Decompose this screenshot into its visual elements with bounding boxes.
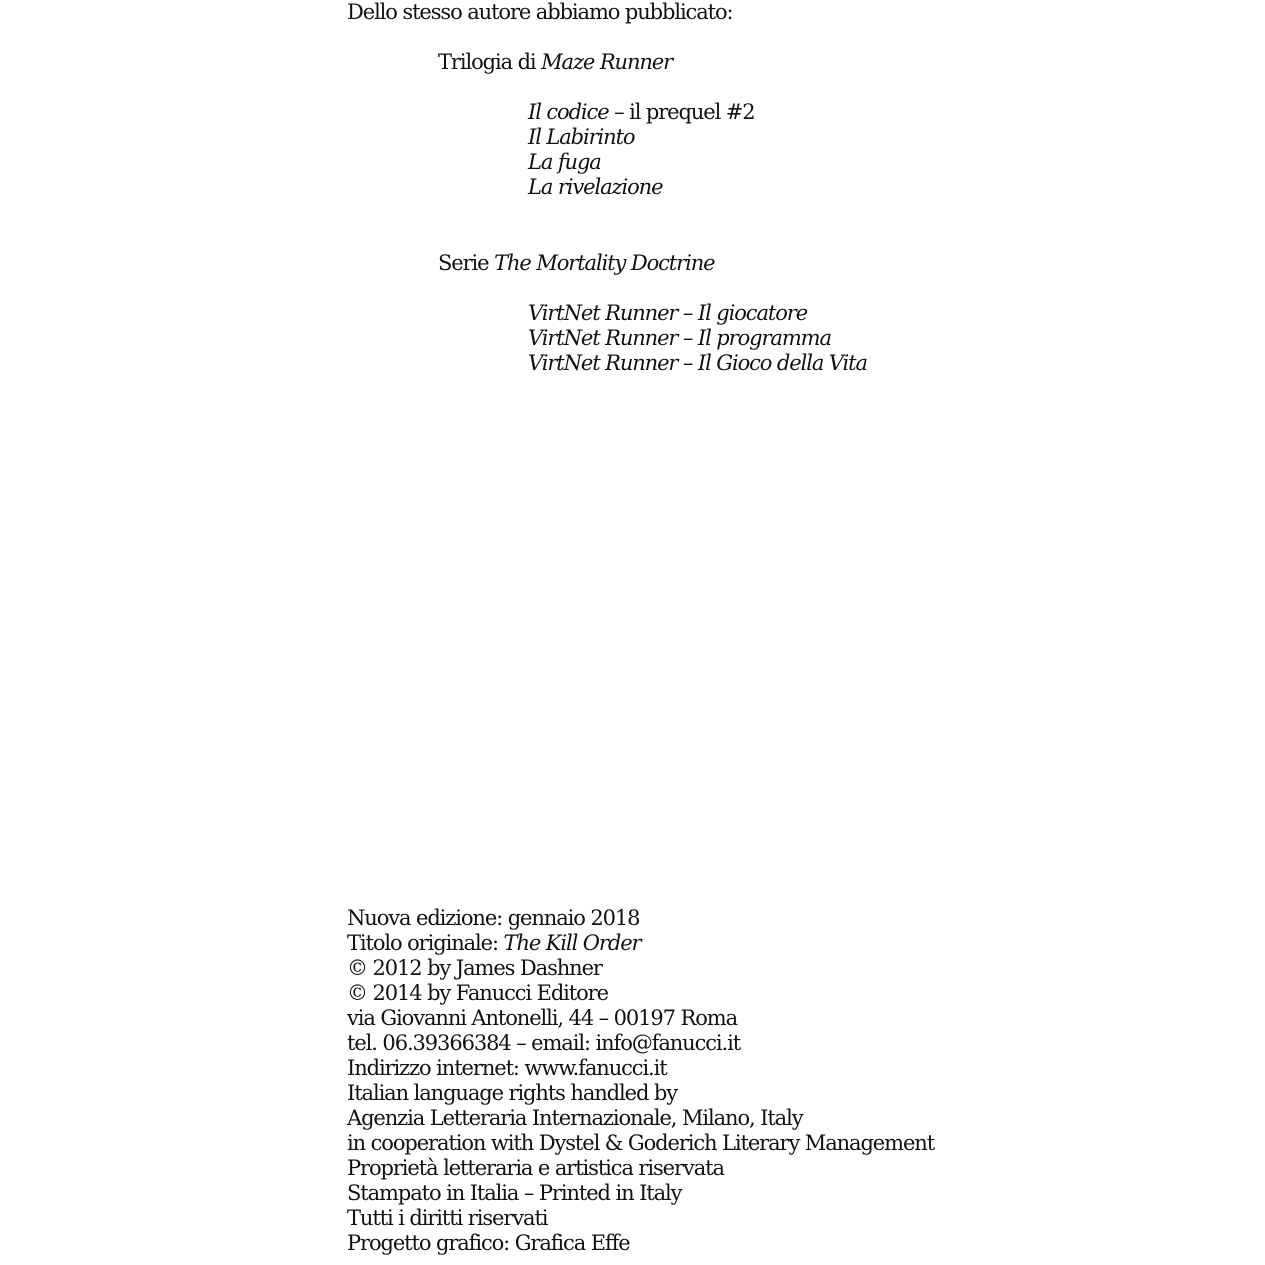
- original-title-label: Titolo originale:: [347, 931, 498, 955]
- publisher-address: via Giovanni Antonelli, 44 – 00197 Roma: [347, 1006, 737, 1030]
- rights-line: Italian language rights handled by: [347, 1081, 677, 1105]
- book-item: VirtNet Runner – Il programma: [528, 326, 831, 350]
- rights-line: Agenzia Letteraria Internazionale, Milano, Italy: [347, 1106, 803, 1130]
- book-subtitle: – il prequel #2: [608, 100, 755, 124]
- page-heading: Dello stesso autore abbiamo pubblicato:: [347, 0, 733, 24]
- all-rights-line: Tutti i diritti riservati: [347, 1206, 548, 1230]
- book-item: VirtNet Runner – Il giocatore: [528, 301, 808, 325]
- book-item: Il Labirinto: [528, 125, 635, 149]
- property-line: Proprietà letteraria e artistica riservata: [347, 1156, 724, 1180]
- rights-line: in cooperation with Dystel & Goderich Literary Management: [347, 1131, 935, 1155]
- printed-line: Stampato in Italia – Printed in Italy: [347, 1181, 682, 1205]
- copyright-author: © 2012 by James Dashner: [347, 956, 602, 980]
- series-heading-mortality-doctrine: [438, 251, 714, 276]
- series-prefix: Serie: [438, 251, 489, 275]
- edition-line: Nuova edizione: gennaio 2018: [347, 906, 640, 930]
- series-title: Maze Runner: [541, 50, 673, 74]
- book-title: Il codice: [528, 100, 609, 124]
- original-title: The Kill Order: [503, 931, 641, 955]
- book-item: La fuga: [528, 150, 601, 174]
- book-item: VirtNet Runner – Il Gioco della Vita: [528, 351, 867, 375]
- series-heading-maze-runner: [438, 50, 672, 75]
- design-credit: Progetto grafico: Grafica Effe: [347, 1231, 630, 1255]
- copyright-publisher: © 2014 by Fanucci Editore: [347, 981, 608, 1005]
- series-title: The Mortality Doctrine: [494, 251, 715, 275]
- book-item: La rivelazione: [528, 175, 663, 199]
- book-item: [528, 100, 755, 125]
- publisher-contacts: tel. 06.39366384 – email: info@fanucci.it: [347, 1031, 741, 1055]
- original-title-line: [347, 931, 640, 956]
- publisher-website: Indirizzo internet: www.fanucci.it: [347, 1056, 667, 1080]
- series-prefix: Trilogia di: [438, 50, 536, 74]
